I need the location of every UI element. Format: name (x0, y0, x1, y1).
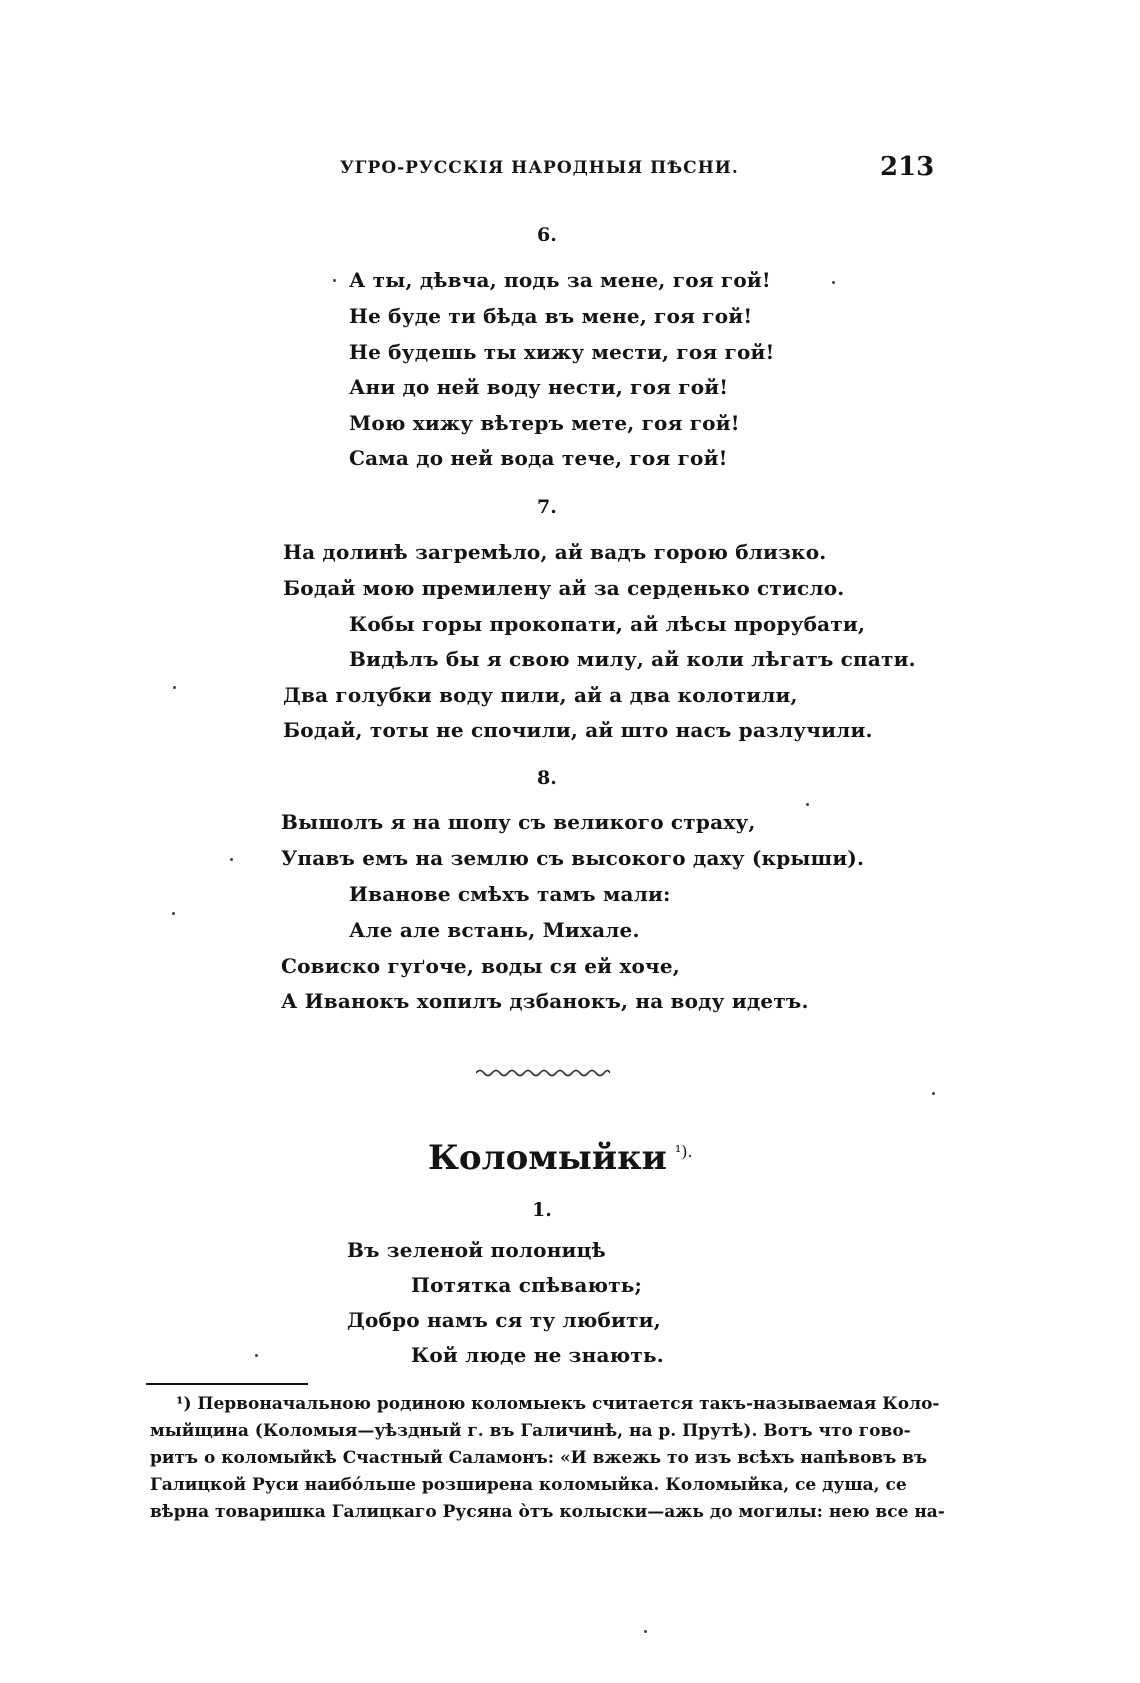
verse-line: Совиско гуґоче, воды ся ей хоче, (281, 954, 680, 978)
verse-line: Бодай, тоты не спочили, ай што насъ разлучили. (283, 718, 873, 742)
scan-speck (806, 803, 809, 806)
verse-line: Иванове смѣхъ тамъ мали: (349, 882, 671, 906)
footnote-reference: ¹). (674, 1141, 693, 1161)
verse-line: На долинѣ загремѣло, ай вадъ горою близко. (283, 540, 827, 564)
verse-line: Потятка спѣвають; (411, 1273, 643, 1297)
verse-line: Два голубки воду пили, ай а два колотили, (283, 683, 798, 707)
verse-line: Вышолъ я на шопу съ великого страху, (281, 810, 756, 834)
verse-line: Сама до ней вода тече, гоя гой! (349, 446, 728, 470)
wavy-divider-ornament (476, 1067, 610, 1079)
scan-speck (333, 279, 336, 282)
verse-line: Але але встань, Михале. (349, 918, 640, 942)
verse-line: Кобы горы прокопати, ай лѣсы прорубати, (349, 612, 866, 636)
scan-speck (172, 912, 175, 915)
verse-line: Кой люде не знають. (411, 1343, 664, 1367)
scan-speck (832, 281, 835, 284)
footnote-line: Галицкой Руси наибóльше розширена коломыйка. Коломыйка, се душа, се (150, 1475, 907, 1495)
footnote-line: ритъ о коломыйкѣ Счастный Саламонъ: «И вжежь то изъ всѣхъ напѣвовъ въ (150, 1448, 928, 1468)
section-title (428, 1138, 693, 1178)
song-number: 7. (537, 496, 557, 518)
verse-line: Не будешь ты хижу мести, гоя гой! (349, 340, 775, 364)
footnote-line: мыйщина (Коломыя—уѣздный г. въ Галичинѣ, на р. Прутѣ). Вотъ что гово- (150, 1421, 911, 1441)
scan-speck (230, 858, 233, 861)
verse-line: Упавъ емъ на землю съ высокого даху (крыши). (281, 846, 865, 870)
verse-line: А ты, дѣвча, подь за мене, гоя гой! (349, 268, 771, 292)
verse-line: А Иванокъ хопилъ дзбанокъ, на воду идетъ. (281, 989, 809, 1013)
scan-speck (255, 1354, 258, 1357)
song-number: 6. (537, 224, 557, 246)
footnote-separator (146, 1383, 308, 1385)
verse-line: Мою хижу вѣтеръ мете, гоя гой! (349, 411, 740, 435)
section-title-text: Коломыйки (428, 1138, 667, 1178)
scan-speck (173, 686, 176, 689)
scan-speck (932, 1092, 935, 1095)
page-number: 213 (880, 152, 935, 182)
song-number: 8. (537, 767, 557, 789)
verse-line: Добро намъ ся ту любити, (347, 1308, 661, 1332)
verse-number: 1. (532, 1199, 552, 1221)
footnote-line: вѣрна товаришка Галицкаго Русяна òтъ колыски—ажь до могилы: нею все на- (150, 1502, 945, 1522)
verse-line: Видѣлъ бы я свою милу, ай коли лѣгатъ спати. (349, 647, 916, 671)
verse-line: Въ зеленой полоницѣ (347, 1238, 606, 1262)
scan-speck (644, 1630, 647, 1633)
verse-line: Не буде ти бѣда въ мене, гоя гой! (349, 304, 753, 328)
verse-line: Бодай мою премилену ай за серденько стисло. (283, 576, 845, 600)
footnote-line: ¹) Первоначальною родиною коломыекъ считается такъ-называемая Коло- (176, 1394, 940, 1414)
verse-line: Ани до ней воду нести, гоя гой! (349, 375, 729, 399)
running-header: УГРО-РУССКІЯ НАРОДНЫЯ ПѢСНИ. (340, 158, 739, 178)
